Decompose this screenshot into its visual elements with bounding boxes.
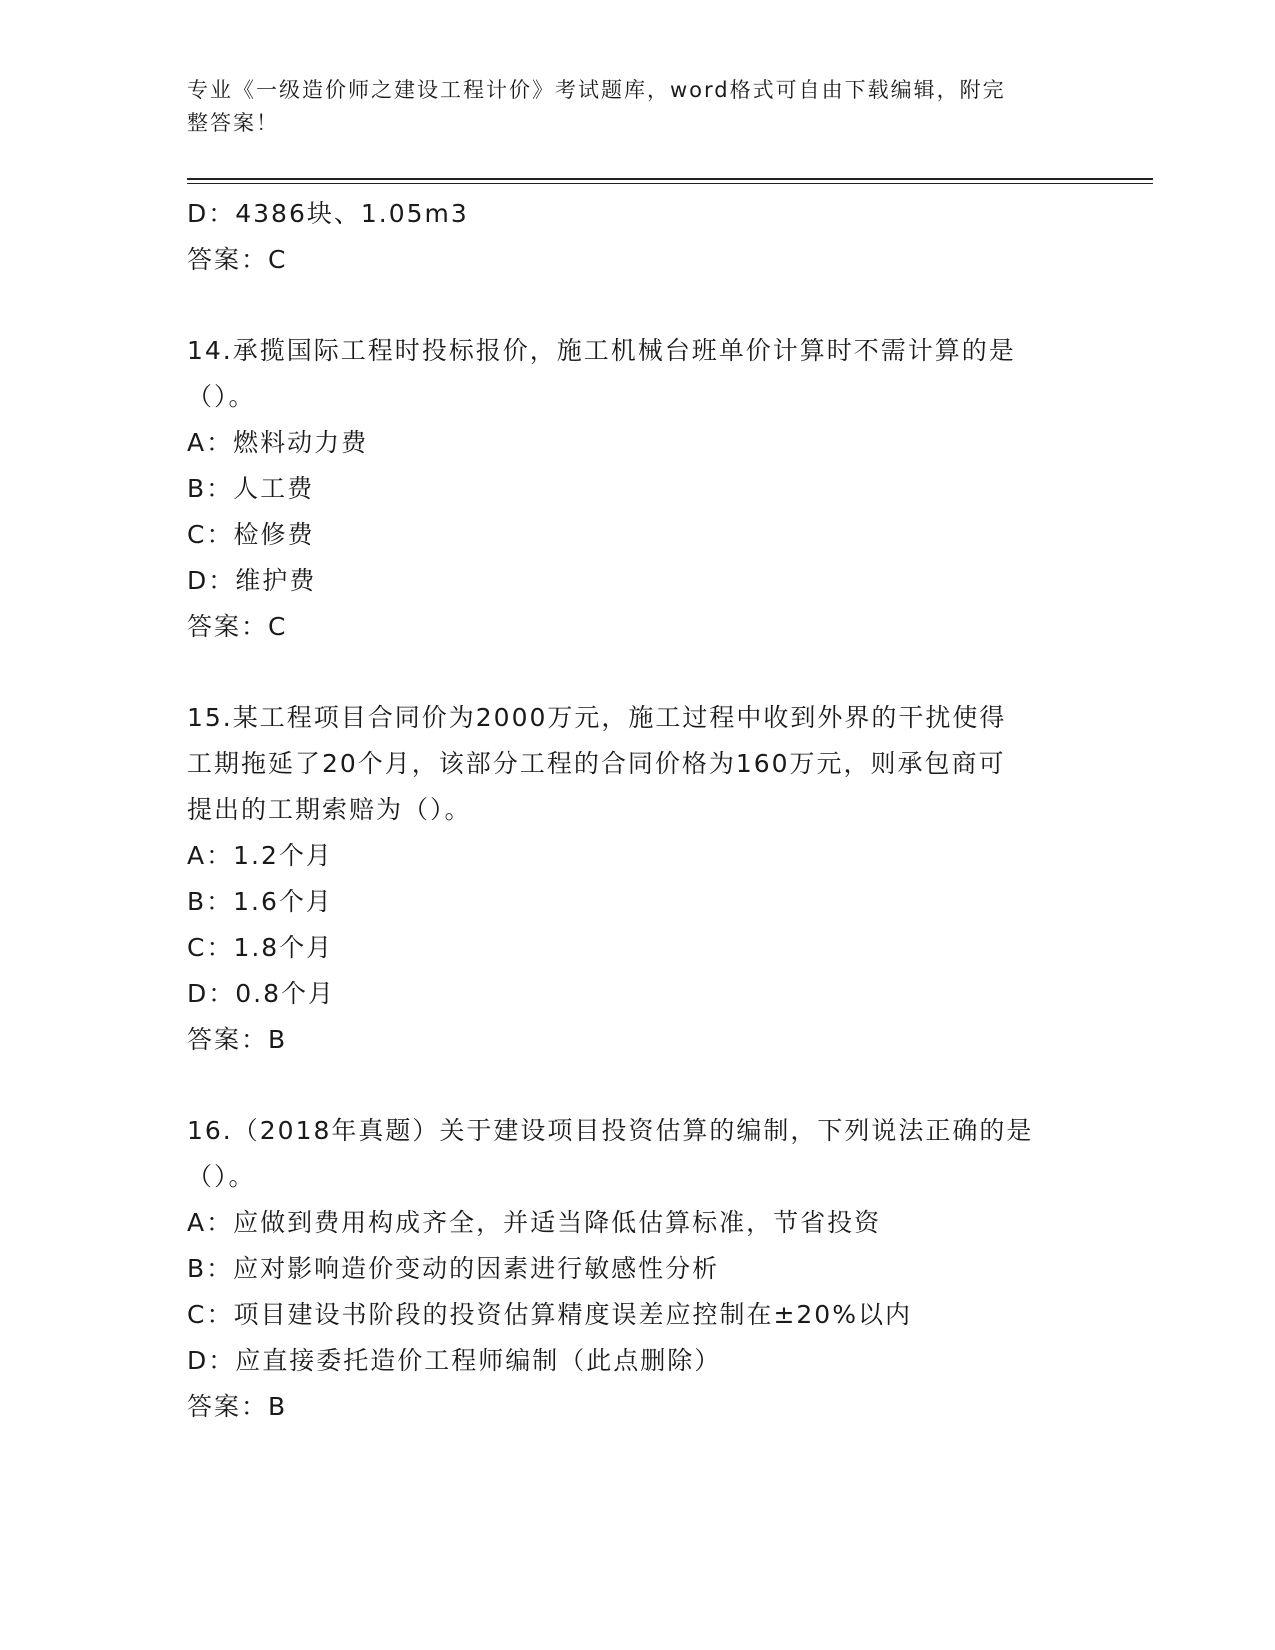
prev-answer: 答案：C (187, 245, 288, 274)
option-d: D：应直接委托造价工程师编制（此点删除） (187, 1346, 722, 1375)
prev-option-d: D：4386块、1.05m3 (187, 199, 469, 228)
header-line-1: 专业《一级造价师之建设工程计价》考试题库，word格式可自由下载编辑，附完 (187, 78, 1006, 102)
page-header (187, 74, 1067, 140)
option-b: B：应对影响造价变动的因素进行敏感性分析 (187, 1254, 720, 1283)
option-a: A：应做到费用构成齐全，并适当降低估算标准，节省投资 (187, 1208, 882, 1237)
option-b: B：人工费 (187, 474, 315, 503)
option-c: C：项目建设书阶段的投资估算精度误差应控制在±20%以内 (187, 1300, 912, 1329)
option-d: D：维护费 (187, 566, 317, 595)
answer: 答案：C (187, 612, 288, 641)
header-rule-thick (187, 178, 1153, 180)
answer: 答案：B (187, 1025, 288, 1054)
answer: 答案：B (187, 1392, 288, 1421)
option-a: A：燃料动力费 (187, 428, 369, 457)
option-c: C：1.8个月 (187, 933, 334, 962)
option-c: C：检修费 (187, 520, 315, 549)
question-15 (187, 695, 1087, 1063)
question-stem-line: （）。 (187, 1162, 256, 1191)
option-a: A：1.2个月 (187, 841, 333, 870)
question-stem-line: （）。 (187, 382, 256, 411)
spacer (187, 1063, 1087, 1108)
option-b: B：1.6个月 (187, 887, 333, 916)
spacer (187, 650, 1087, 695)
question-stem-line: 15.某工程项目合同价为2000万元，施工过程中收到外界的干扰使得 (187, 703, 1007, 732)
option-d: D：0.8个月 (187, 979, 336, 1008)
question-16 (187, 1108, 1087, 1430)
question-stem-line: 工期拖延了20个月，该部分工程的合同价格为160万元，则承包商可 (187, 749, 1006, 778)
header-line-2: 整答案！ (187, 111, 279, 135)
question-stem-line: 16.（2018年真题）关于建设项目投资估算的编制，下列说法正确的是 (187, 1116, 1034, 1145)
question-content (187, 191, 1087, 1430)
spacer (187, 283, 1087, 328)
question-stem-line: 提出的工期索赔为（）。 (187, 795, 472, 824)
question-14 (187, 328, 1087, 650)
question-stem-line: 14.承揽国际工程时投标报价，施工机械台班单价计算时不需计算的是 (187, 336, 1016, 365)
header-rule-thin (187, 183, 1153, 184)
